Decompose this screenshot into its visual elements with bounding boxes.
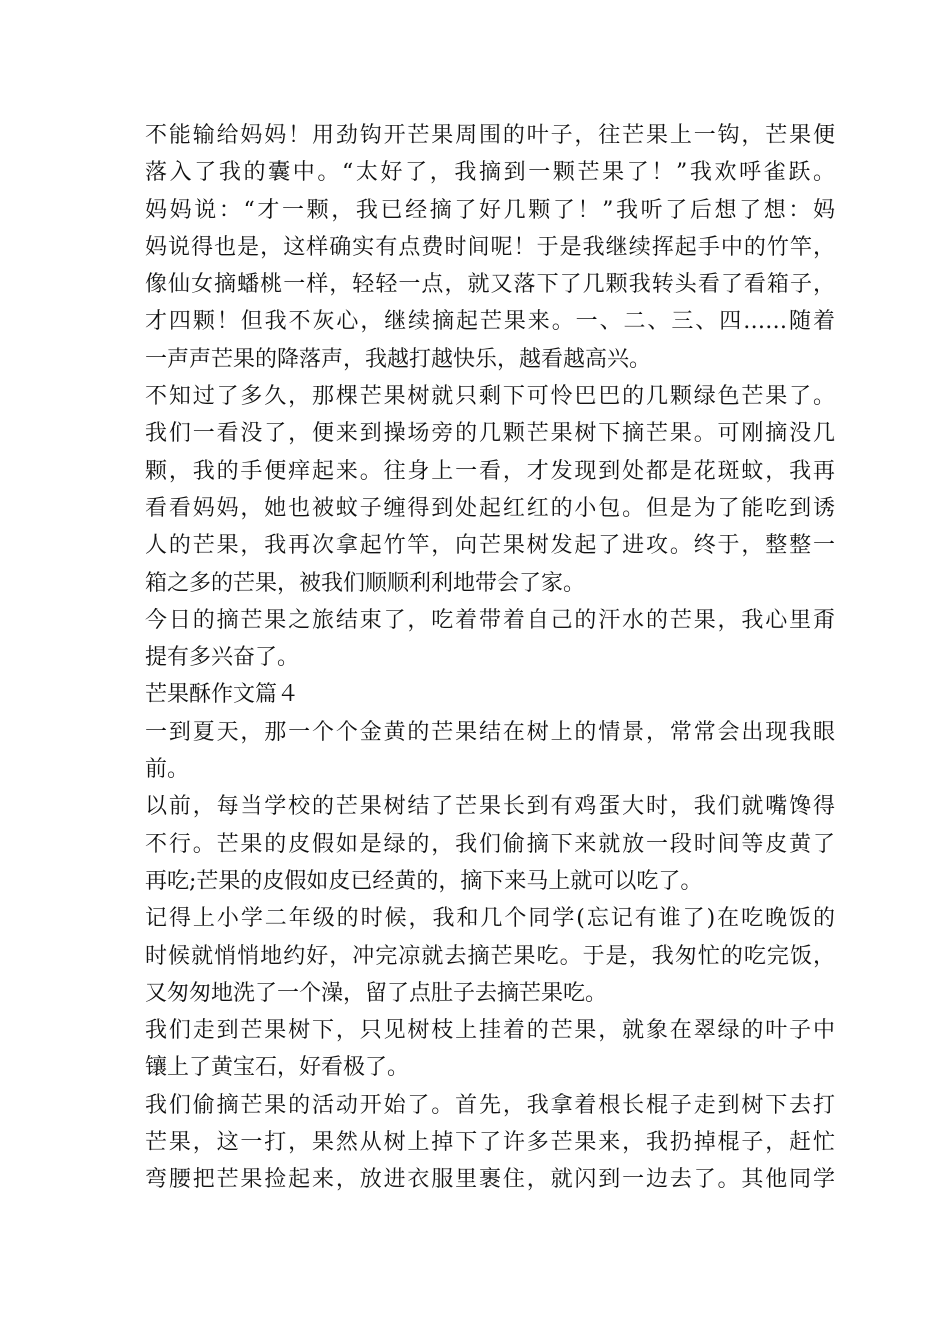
text-line: 我们走到芒果树下，只见树枝上挂着的芒果，就象在翠绿的叶子中	[145, 1018, 835, 1044]
text-line: 像仙女摘蟠桃一样，轻轻一点，就又落下了几颗我转头看了看箱子，	[145, 272, 835, 298]
text-line: 才四颗！但我不灰心，继续摘起芒果来。一、二、三、四……随着	[145, 309, 835, 335]
document-page	[145, 117, 835, 1199]
text-line: 我们偷摘芒果的活动开始了。首先，我拿着根长棍子走到树下去打	[145, 1092, 835, 1118]
text-line: 芒果，这一打，果然从树上掉下了许多芒果来，我扔掉棍子，赶忙	[145, 1130, 835, 1156]
text-line: 妈妈说：“才一颗，我已经摘了好几颗了！”我听了后想了想：妈	[145, 197, 835, 223]
text-line: 一到夏天，那一个个金黄的芒果结在树上的情景，常常会出现我眼	[145, 719, 835, 745]
text-line: 颗，我的手便痒起来。往身上一看，才发现到处都是花斑蚊，我再	[145, 458, 835, 484]
text-line: 前。	[145, 757, 190, 783]
text-line: 不能输给妈妈！用劲钩开芒果周围的叶子，往芒果上一钩，芒果便	[145, 123, 835, 148]
text-line: 时候就悄悄地约好，冲完凉就去摘芒果吃。于是，我匆忙的吃完饭，	[145, 943, 835, 969]
text-line: 今日的摘芒果之旅结束了，吃着带着自己的汗水的芒果，我心里甭	[145, 607, 835, 633]
text-line: 提有多兴奋了。	[145, 645, 300, 671]
text-line: 又匆匆地洗了一个澡，留了点肚子去摘芒果吃。	[145, 980, 608, 1006]
text-line: 镶上了黄宝石，好看极了。	[145, 1055, 410, 1081]
text-line: 一声声芒果的降落声，我越打越快乐，越看越高兴。	[145, 346, 652, 372]
text-line: 我们一看没了，便来到操场旁的几颗芒果树下摘芒果。可刚摘没几	[145, 421, 835, 447]
text-line: 看看妈妈，她也被蚊子缠得到处起红红的小包。但是为了能吃到诱	[145, 495, 835, 521]
text-line: 不知过了多久，那棵芒果树就只剩下可怜巴巴的几颗绿色芒果了。	[145, 384, 835, 410]
text-line: 妈说得也是，这样确实有点费时间呢！于是我继续挥起手中的竹竿，	[145, 234, 835, 260]
text-line: 再吃;芒果的皮假如皮已经黄的，摘下来马上就可以吃了。	[145, 868, 703, 894]
text-line: 不行。芒果的皮假如是绿的，我们偷摘下来就放一段时间等皮黄了	[145, 831, 835, 857]
text-line: 弯腰把芒果捡起来，放进衣服里裹住，就闪到一边去了。其他同学	[145, 1167, 835, 1193]
text-line: 以前，每当学校的芒果树结了芒果长到有鸡蛋大时，我们就嘴馋得	[145, 794, 835, 820]
text-line: 箱之多的芒果，被我们顺顺利利地带会了家。	[145, 570, 586, 596]
text-line: 人的芒果，我再次拿起竹竿，向芒果树发起了进攻。终于，整整一	[145, 533, 835, 559]
text-line: 落入了我的囊中。“太好了，我摘到一颗芒果了！”我欢呼雀跃。	[145, 160, 835, 186]
text-line: 芒果酥作文篇４	[145, 682, 300, 708]
text-line: 记得上小学二年级的时候，我和几个同学(忘记有谁了)在吃晚饭的	[145, 906, 835, 932]
